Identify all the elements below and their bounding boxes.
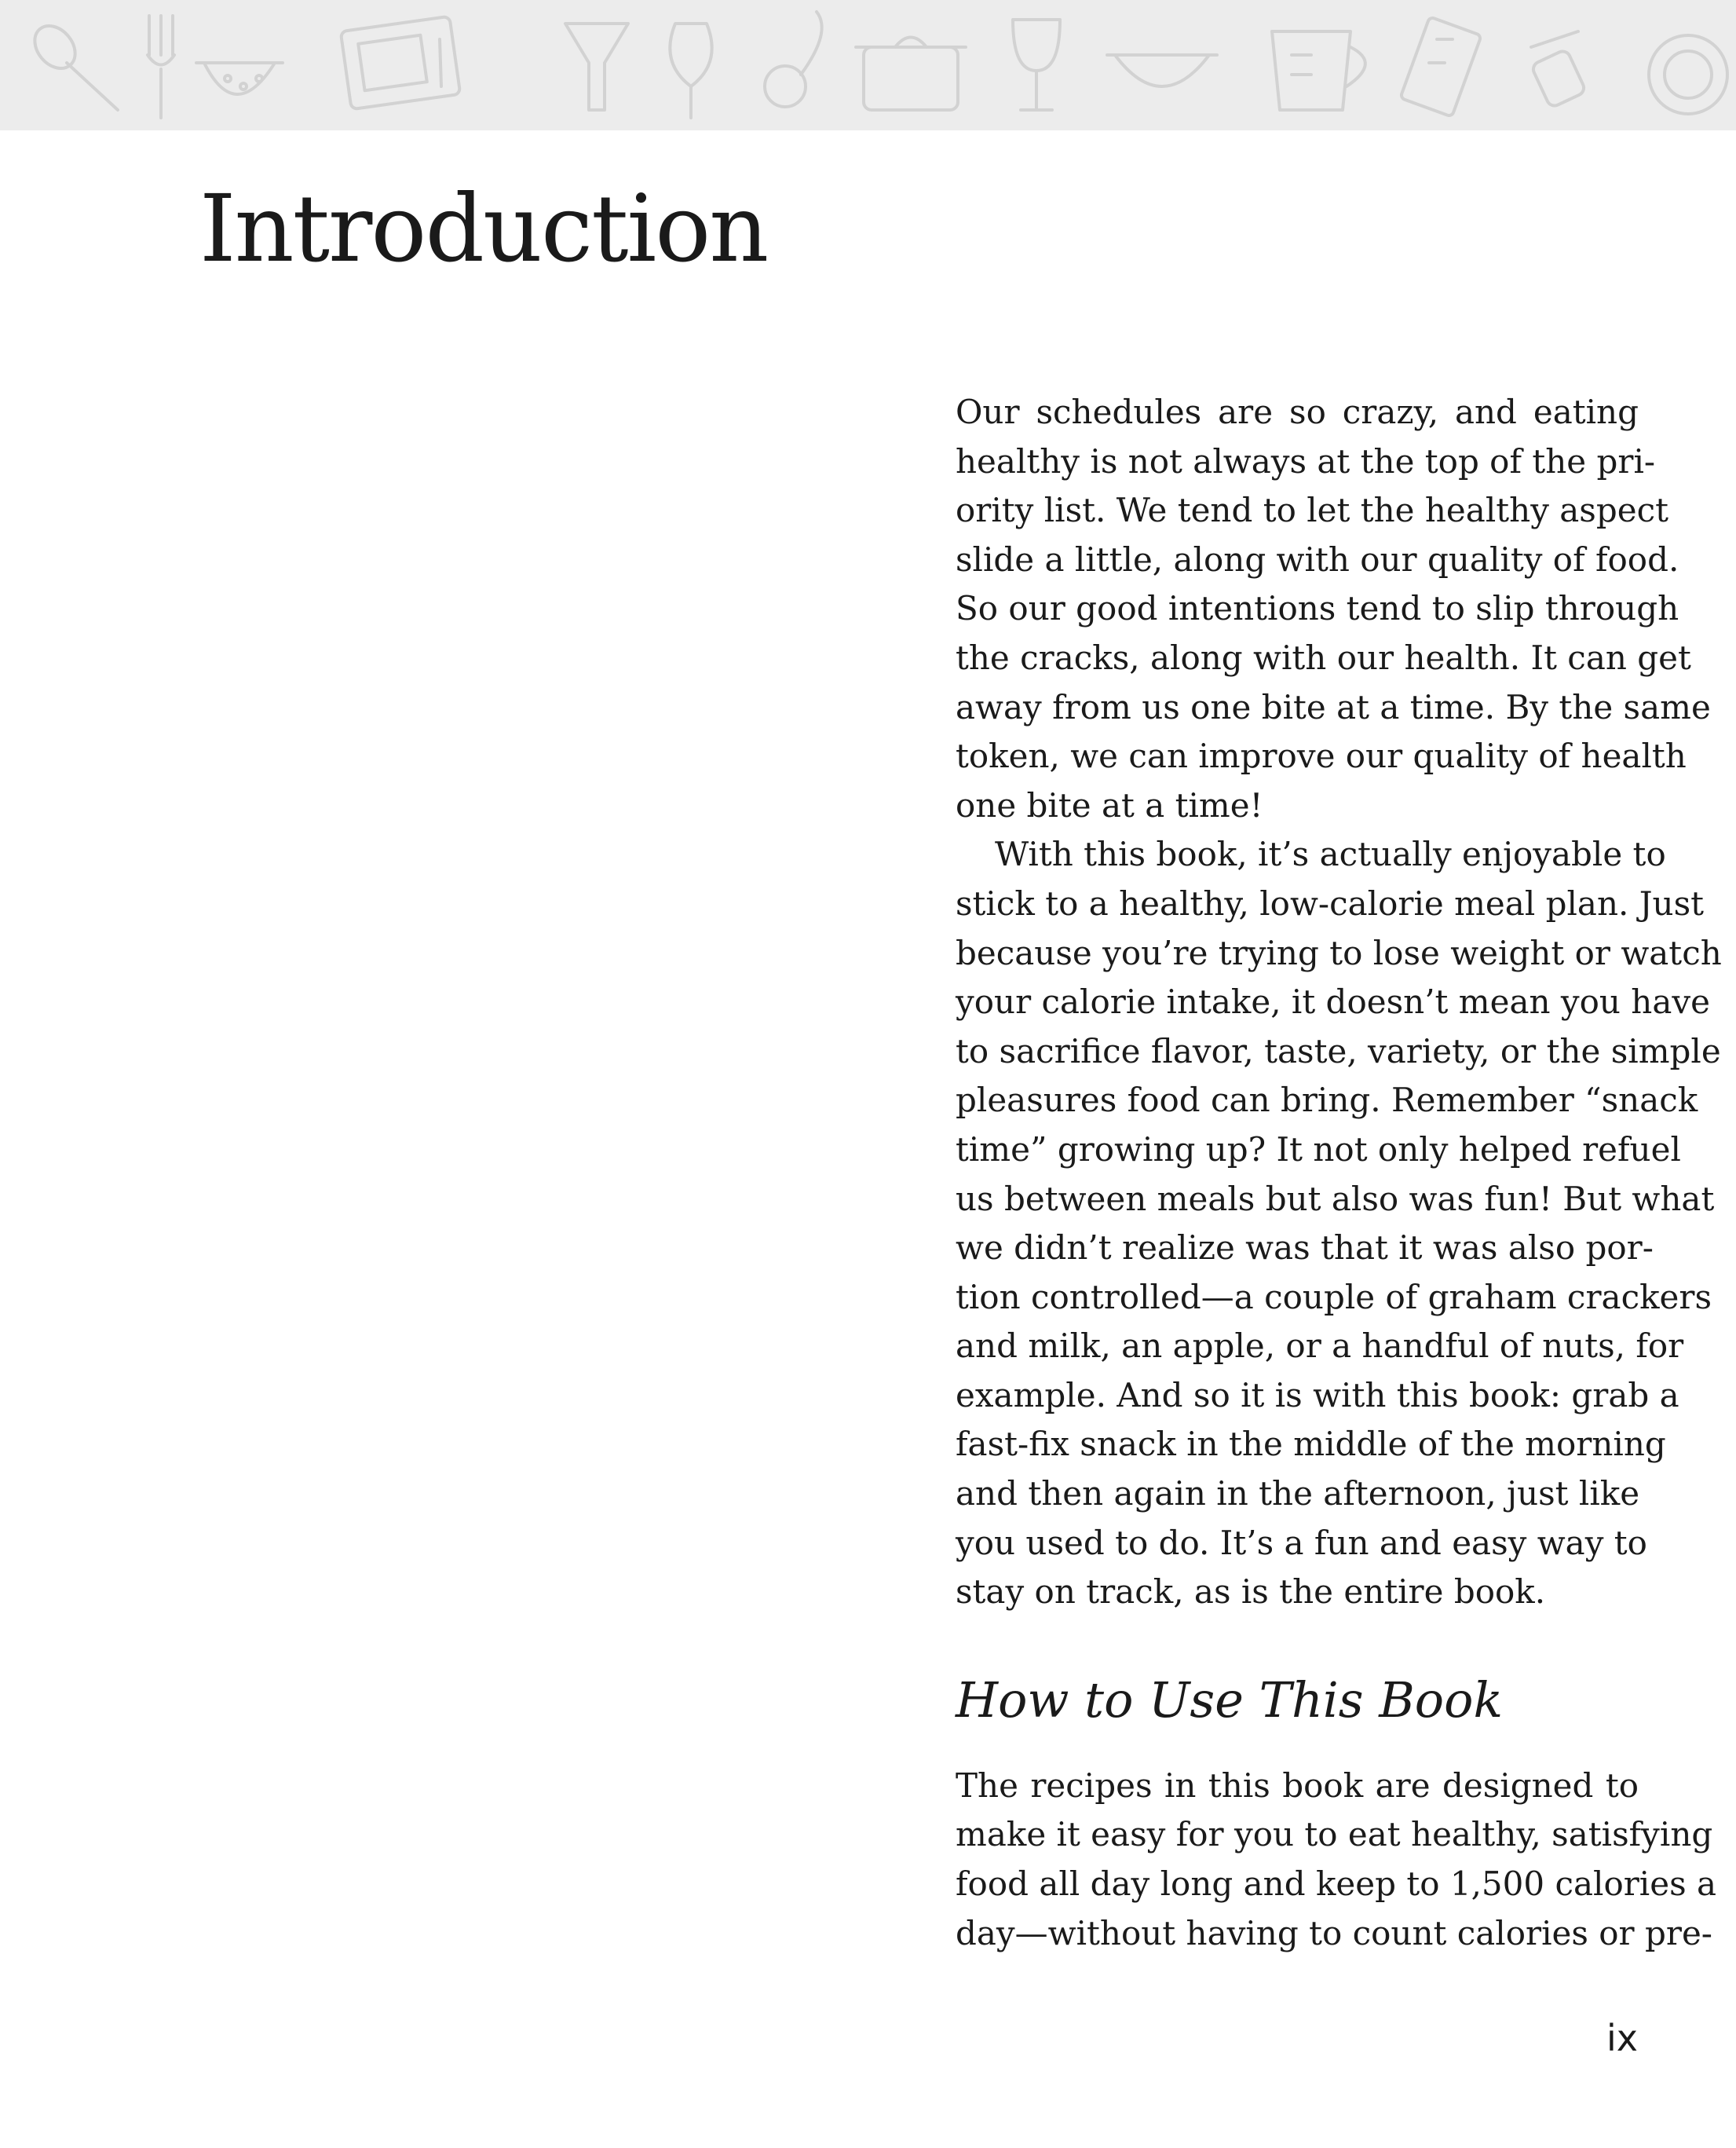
text-line: your calorie intake, it doesn’t mean you have [956,983,1710,1022]
shaker-icon [1531,31,1587,108]
text-line: pleasures food can bring. Remember “snack [956,1081,1698,1120]
paragraph-2 [956,830,1722,1617]
text-line: slide a little, along with our quality of food. [956,540,1679,579]
pot-icon [856,38,966,111]
ladle-icon [765,12,822,107]
text-line: time” growing up? It not only helped refuel [956,1129,1681,1169]
text-line: the cracks, along with our health. It can get [956,638,1691,677]
text-line: ority list. We tend to let the healthy aspect [956,491,1669,530]
text-line: tion controlled—a couple of graham crackers [956,1277,1712,1316]
text-line: example. And so it is with this book: grab a [956,1375,1679,1414]
text-line: food all day long and keep to 1,500 calories a [956,1864,1717,1904]
wine-glass-icon [1013,20,1060,110]
grater-icon [1400,16,1481,116]
text-line: one bite at a time! [956,785,1263,825]
funnel-icon [565,24,628,110]
plate-icon [1649,35,1727,114]
header-banner [0,0,1736,130]
text-line: day—without having to count calories or pre- [956,1913,1712,1952]
text-line: healthy is not always at the top of the pri- [956,441,1656,481]
text-line: Our schedules are so crazy, and eating [956,393,1639,431]
text-line: us between meals but also was fun! But what [956,1179,1715,1218]
paragraph-1 [956,388,1711,830]
text-line: stick to a healthy, low-calorie meal plan. Just [956,884,1705,923]
whisk-icon [670,24,711,118]
bowl-icon [1107,55,1217,86]
text-line: and milk, an apple, or a handful of nuts, for [956,1326,1684,1366]
text-line: The recipes in this book are designed to [956,1766,1639,1805]
section-heading: How to Use This Book [956,1670,1504,1729]
spoon-icon [27,18,118,110]
text-line: to sacrifice flavor, taste, variety, or the simple [956,1031,1721,1070]
text-line: because you’re trying to lose weight or watch [956,933,1722,972]
text-line: With this book, it’s actually enjoyable to [995,835,1666,874]
fork-icon [148,16,174,118]
text-line: away from us one bite at a time. By the same [956,687,1711,726]
measuring-cup-icon [1272,31,1365,110]
body-column [956,388,1722,1958]
text-line: fast-fix snack in the middle of the morning [956,1425,1666,1464]
paragraph-3 [956,1762,1717,1958]
text-line: make it easy for you to eat healthy, satisfying [956,1815,1713,1854]
chapter-title: Introduction [199,174,768,283]
text-line: we didn’t realize was that it was also por- [956,1228,1654,1268]
microwave-icon [341,16,461,110]
text-line: So our good intentions tend to slip through [956,589,1679,628]
text-line: and then again in the afternoon, just like [956,1474,1640,1513]
colander-icon [196,63,283,94]
text-line: token, we can improve our quality of health [956,737,1687,776]
text-line: stay on track, as is the entire book. [956,1572,1546,1612]
page-number: ix [1606,2017,1638,2059]
kitchen-doodle-pattern [0,0,1736,130]
text-line: you used to do. It’s a fun and easy way to [956,1523,1647,1562]
